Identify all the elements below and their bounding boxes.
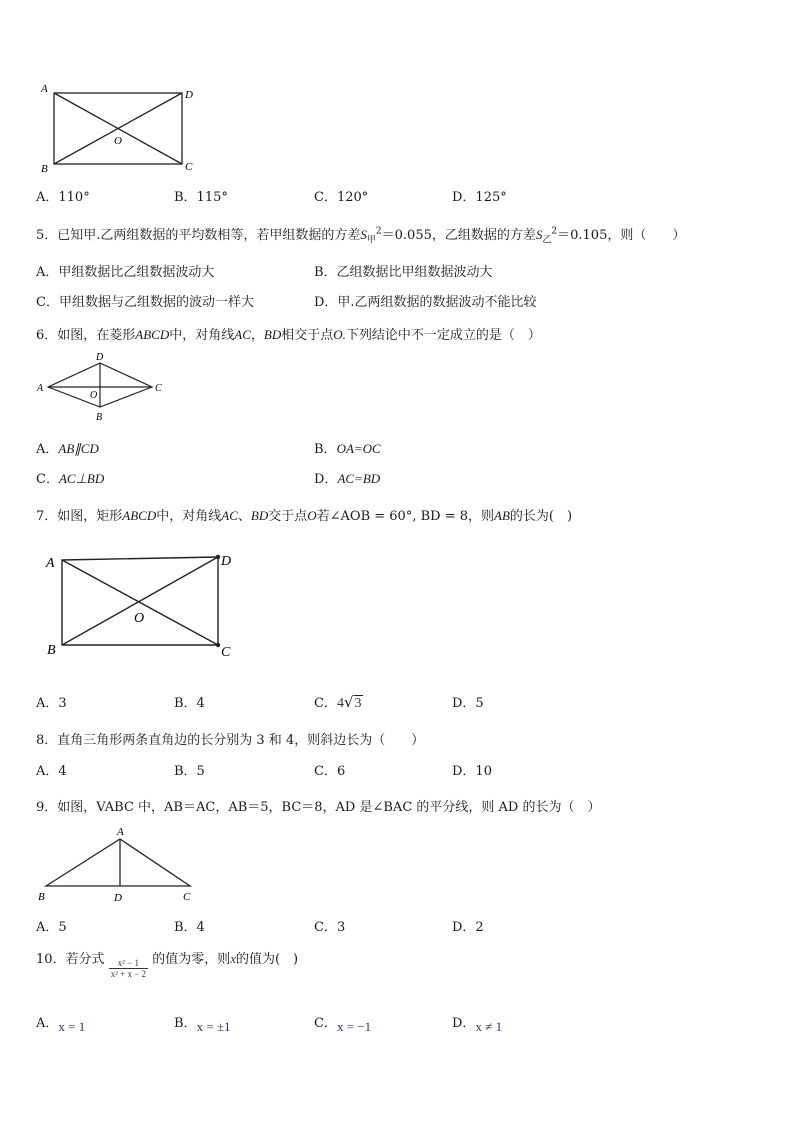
q7-option-b: B．4 xyxy=(174,696,205,711)
q4-label-O: O xyxy=(114,135,122,147)
q7-label-O: O xyxy=(134,611,145,626)
q6-label-B: B xyxy=(96,412,103,423)
q7-label-A: A xyxy=(46,556,55,571)
q7-bd: BD xyxy=(250,508,269,523)
q7-option-c-sqrt-icon: √ xyxy=(343,693,354,711)
q7-question xyxy=(36,505,572,524)
q10-fraction-denominator: x² + x − 2 xyxy=(110,969,147,979)
q10-option-d xyxy=(452,1012,503,1034)
q7-text-c: 交于点 xyxy=(268,509,308,524)
q4-option-b: B．115° xyxy=(174,190,228,205)
q6-question xyxy=(36,324,541,343)
q6-option-d xyxy=(314,468,380,487)
q7-option-c-radicand: 3 xyxy=(354,696,362,711)
q6-option-b-letter: B． xyxy=(314,442,337,457)
q10-x: x xyxy=(230,951,236,966)
q9-option-d: D．2 xyxy=(452,920,484,935)
q5-option-a: A．甲组数据比乙组数据波动大 xyxy=(36,265,215,280)
q6-abcd: ABCD xyxy=(135,327,170,342)
q6-text-a: 6．如图，在菱形 xyxy=(36,328,136,343)
q6-ac: AC xyxy=(234,327,251,342)
q10-option-d-expr: x ≠ 1 xyxy=(475,1019,503,1034)
q10-option-c xyxy=(314,1012,372,1034)
q9-label-C: C xyxy=(183,891,191,903)
q4-rectangle-figure xyxy=(36,80,206,175)
q7-rectangle-figure xyxy=(40,548,240,663)
q10-text-a: 10．若分式 xyxy=(36,952,105,967)
q6-option-c-expr: AC⊥BD xyxy=(58,471,105,486)
q7-label-C: C xyxy=(221,645,231,660)
q7-label-D: D xyxy=(221,554,232,569)
q9-option-c: C．3 xyxy=(314,920,346,935)
q7-ab: AB xyxy=(494,508,510,523)
q7-option-c xyxy=(314,692,363,712)
q5-s1-sub: 甲 xyxy=(366,235,376,246)
q6-option-a-letter: A． xyxy=(36,442,59,457)
q9-triangle-figure xyxy=(36,824,206,906)
q6-text-d: 下列结论中不一定成立的是（ ） xyxy=(345,328,541,343)
q6-label-A: A xyxy=(37,383,44,394)
q6-label-C: C xyxy=(155,383,162,394)
q6-option-b xyxy=(314,438,381,457)
q10-option-a-expr: x = 1 xyxy=(58,1019,86,1034)
q6-text-c: 相交于点 xyxy=(281,328,334,343)
q6-sep: ， xyxy=(250,328,264,343)
q10-option-a xyxy=(36,1012,86,1034)
q7-label-B: B xyxy=(47,643,56,658)
q5-s1-sup: 2 xyxy=(375,226,382,237)
q9-option-a: A．5 xyxy=(36,920,67,935)
q4-label-C: C xyxy=(185,161,193,173)
q5-option-b: B．乙组数据比甲组数据波动大 xyxy=(314,265,493,280)
q9-label-B: B xyxy=(38,891,45,903)
q8-option-a: A．4 xyxy=(36,764,67,779)
q6-option-a-expr: AB∥CD xyxy=(58,441,99,456)
q10-text-c: 的值为( ) xyxy=(235,952,299,967)
q10-option-c-letter: C． xyxy=(314,1016,337,1031)
q9-label-D: D xyxy=(114,892,122,904)
q8-option-d: D．10 xyxy=(452,764,492,779)
q7-option-c-letter: C． xyxy=(314,696,337,711)
q9-question: 9．如图，VABC 中，AB＝AC，AB＝5，BC＝8，AD 是∠BAC 的平分线，则 AD 的长为（ ） xyxy=(36,800,601,815)
q6-option-b-expr: OA=OC xyxy=(336,441,381,456)
q5-s2: S xyxy=(535,227,543,242)
q6-bd: BD xyxy=(263,327,282,342)
q9-option-b: B．4 xyxy=(174,920,205,935)
q6-option-d-expr: AC=BD xyxy=(337,471,381,486)
q10-option-a-letter: A． xyxy=(36,1016,59,1031)
q10-text-b: 的值为零，则 xyxy=(152,952,231,967)
q7-text-a: 7．如图，矩形 xyxy=(36,509,123,524)
q6-label-D: D xyxy=(96,352,104,363)
q9-label-A: A xyxy=(117,826,124,838)
q10-fraction-numerator: x² − 1 xyxy=(109,958,148,969)
q8-question: 8．直角三角形两条直角边的长分别为 3 和 4，则斜边长为（ ） xyxy=(36,733,425,748)
q7-ac: AC xyxy=(221,508,238,523)
q4-label-D: D xyxy=(185,89,193,101)
q6-option-d-letter: D． xyxy=(314,472,338,487)
q10-option-b-letter: B． xyxy=(174,1016,197,1031)
q6-text-b: 中，对角线 xyxy=(169,328,235,343)
q7-text-d: 若∠AOB = 60°, BD = 8，则 xyxy=(316,509,495,524)
q5-option-c: C．甲组数据与乙组数据的波动一样大 xyxy=(36,295,254,310)
q5-text-prefix: 5．已知甲.乙两组数据的平均数相等，若甲组数据的方差 xyxy=(36,228,361,243)
q5-s2-sub: 乙 xyxy=(542,235,552,246)
q7-option-c-coef: 4 xyxy=(336,696,344,711)
q10-fraction xyxy=(109,958,148,979)
q4-label-B: B xyxy=(41,163,48,175)
q5-s1-value: ＝0.055，乙组数据的方差 xyxy=(381,228,536,243)
q10-option-b xyxy=(174,1012,231,1034)
q5-s1: S xyxy=(360,227,367,242)
q6-o: O. xyxy=(333,327,346,342)
q7-text-b: 中，对角线 xyxy=(156,509,222,524)
q5-s2-value: ＝0.105，则（ ） xyxy=(557,228,686,243)
q6-label-O: O xyxy=(90,390,98,401)
q5-s2-sup: 2 xyxy=(551,226,558,237)
q6-option-c xyxy=(36,468,104,487)
q7-abcd: ABCD xyxy=(122,508,157,523)
q10-option-d-letter: D． xyxy=(452,1016,476,1031)
q5-option-d: D．甲.乙两组数据的数据波动不能比较 xyxy=(314,295,537,310)
q4-label-A: A xyxy=(41,83,48,95)
q8-option-c: C．6 xyxy=(314,764,346,779)
q7-option-a: A．3 xyxy=(36,696,67,711)
q10-option-b-expr: x = ±1 xyxy=(196,1019,231,1034)
q6-option-c-letter: C． xyxy=(36,472,59,487)
q6-rhombus-figure xyxy=(36,350,166,425)
q7-option-d: D．5 xyxy=(452,696,484,711)
q7-sep: 、 xyxy=(237,509,251,524)
q10-option-c-expr: x = −1 xyxy=(336,1019,372,1034)
q7-text-e: 的长为( ) xyxy=(509,509,573,524)
q5-question xyxy=(36,224,685,246)
q8-option-b: B．5 xyxy=(174,764,205,779)
q7-o: O xyxy=(307,508,317,523)
q10-question xyxy=(36,948,299,979)
q4-option-d: D．125° xyxy=(452,190,507,205)
q6-option-a xyxy=(36,438,99,457)
q4-option-c: C．120° xyxy=(314,190,369,205)
q4-option-a: A．110° xyxy=(36,190,90,205)
